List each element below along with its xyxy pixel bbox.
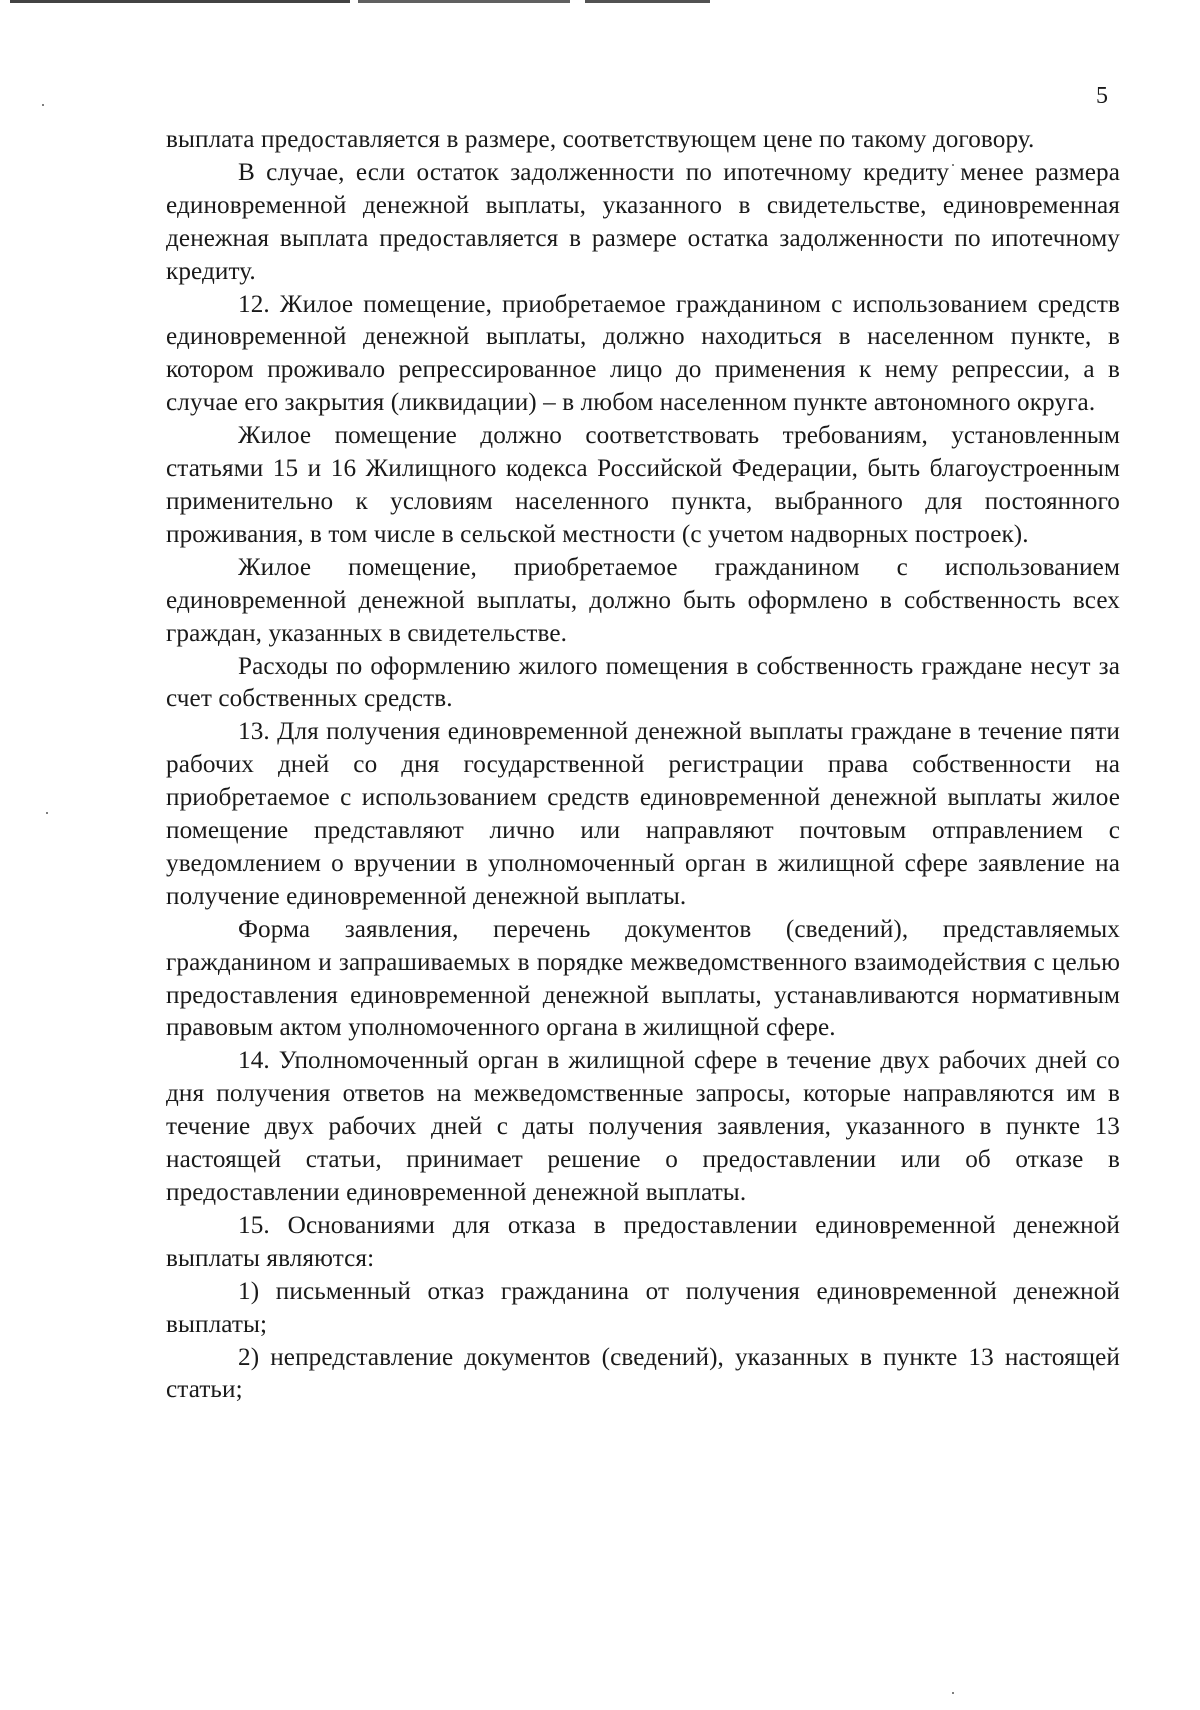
scan-speck bbox=[952, 1692, 954, 1694]
scan-artifact-line bbox=[10, 0, 710, 3]
scan-speck bbox=[46, 812, 48, 814]
paragraph-item-12: 12. Жилое помещение, приобретаемое гражданином с использованием средств единовременной денежной выплаты, должно находиться в населенном пункте, в котором проживало репрессированное лицо до применения к нему репрессии, а в случае его закрытия (ликвидации) – в любом населенном пункте автономного округа. bbox=[166, 290, 1120, 417]
paragraph: В случае, если остаток задолженности по ипотечному кредиту менее размера единовременной денежной выплаты, указанного в свидетельстве, единовременная денежная выплата предоставляется в размере остатка задолженности по ипотечному кредиту. bbox=[166, 158, 1120, 285]
paragraph: Жилое помещение должно соответствовать требованиям, установленным статьями 15 и 16 Жилищного кодекса Российской Федерации, быть благоустроенным применительно к условиям населенного пункта, выбранного для постоянного проживания, в том числе в сельской местности (с учетом надворных построек). bbox=[166, 422, 1120, 548]
paragraph: Жилое помещение, приобретаемое гражданином с использованием единовременной денежной выплаты, должно быть оформлено в собственность всех граждан, указанных в свидетельстве. bbox=[166, 553, 1120, 647]
document-body bbox=[166, 124, 1120, 1407]
scan-speck bbox=[42, 104, 44, 106]
paragraph: Форма заявления, перечень документов (сведений), представляемых гражданином и запрашиваемых в порядке межведомственного взаимодействия с целью предоставления единовременной денежной выплаты, устанавливаются нормативным правовым актом уполномоченного органа в жилищной сфере. bbox=[166, 915, 1120, 1042]
paragraph-item-13: 13. Для получения единовременной денежной выплаты граждане в течение пяти рабочих дней со дня государственной регистрации права собственности на приобретаемое с использованием средств единовременной денежной выплаты жилое помещение представляют лично или направляют почтовым отправлением с уведомлением о вручении в уполномоченный орган в жилищной сфере заявление на получение единовременной денежной выплаты. bbox=[166, 718, 1120, 910]
list-item: 2) непредставление документов (сведений), указанных в пункте 13 настоящей статьи; bbox=[166, 1343, 1120, 1404]
paragraph-item-14: 14. Уполномоченный орган в жилищной сфере в течение двух рабочих дней со дня получения ответов на межведомственные запросы, которые направляются им в течение двух рабочих дней с даты получения заявления, указанного в пункте 13 настоящей статьи, принимает решение о предоставлении или об отказе в предоставлении единовременной денежной выплаты. bbox=[166, 1047, 1120, 1206]
list-item: 1) письменный отказ гражданина от получения единовременной денежной выплаты; bbox=[166, 1277, 1120, 1338]
page-number: 5 bbox=[1096, 83, 1108, 109]
paragraph: Расходы по оформлению жилого помещения в собственность граждане несут за счет собственных средств. bbox=[166, 652, 1120, 713]
paragraph: выплата предоставляется в размере, соответствующем цене по такому договору. bbox=[166, 126, 1035, 153]
paragraph-item-15: 15. Основаниями для отказа в предоставлении единовременной денежной выплаты являются: bbox=[166, 1211, 1120, 1272]
